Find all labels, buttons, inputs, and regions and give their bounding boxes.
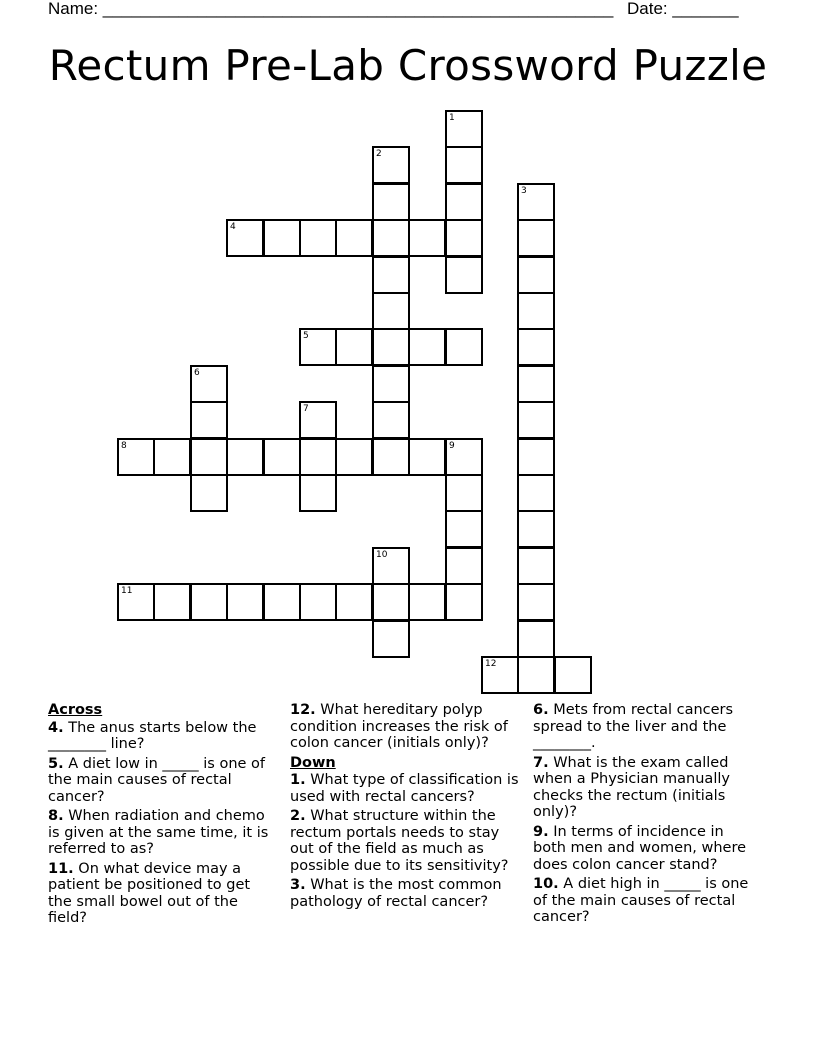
grid-cell[interactable] <box>299 328 337 366</box>
grid-cell[interactable] <box>517 292 555 330</box>
grid-cell[interactable] <box>481 656 519 694</box>
grid-cell[interactable] <box>190 438 228 476</box>
grid-cell[interactable] <box>372 219 410 257</box>
clue-across-12 <box>290 702 520 752</box>
grid-cell[interactable] <box>517 183 555 221</box>
grid-cell[interactable] <box>372 328 410 366</box>
clue-down-1 <box>290 772 520 805</box>
cell-number: 2 <box>376 149 382 159</box>
grid-cell[interactable] <box>445 219 483 257</box>
clue-number: 6. <box>533 702 549 718</box>
clue-down-2 <box>290 808 520 874</box>
clues-column-3 <box>533 702 761 929</box>
cell-number: 9 <box>449 441 455 451</box>
grid-cell[interactable] <box>335 438 373 476</box>
grid-cell[interactable] <box>517 474 555 512</box>
grid-cell[interactable] <box>372 438 410 476</box>
clue-text: In terms of incidence in both men and women, where does colon cancer stand? <box>533 823 747 873</box>
grid-cell[interactable] <box>408 438 446 476</box>
grid-cell[interactable] <box>445 146 483 184</box>
grid-cell[interactable] <box>445 438 483 476</box>
grid-cell[interactable] <box>445 510 483 548</box>
grid-cell[interactable] <box>299 474 337 512</box>
page-title: Rectum Pre-Lab Crossword Puzzle <box>48 41 768 90</box>
clue-number: 2. <box>290 808 306 824</box>
grid-cell[interactable] <box>153 583 191 621</box>
grid-cell[interactable] <box>117 438 155 476</box>
cell-number: 8 <box>121 441 127 451</box>
grid-cell[interactable] <box>517 547 555 585</box>
grid-cell[interactable] <box>226 583 264 621</box>
grid-cell[interactable] <box>372 547 410 585</box>
clue-text: What hereditary polyp condition increases the risk of colon cancer (initials only)? <box>290 702 508 751</box>
grid-cell[interactable] <box>226 438 264 476</box>
grid-cell[interactable] <box>117 583 155 621</box>
grid-cell[interactable] <box>299 583 337 621</box>
clue-text: The anus starts below the ________ line? <box>48 719 257 752</box>
clue-down-10 <box>533 876 761 926</box>
grid-cell[interactable] <box>335 328 373 366</box>
cell-number: 7 <box>303 404 309 414</box>
clue-number: 7. <box>533 754 549 771</box>
clue-number: 4. <box>48 719 64 736</box>
clue-number: 5. <box>48 755 64 772</box>
grid-cell[interactable] <box>445 183 483 221</box>
clue-down-9 <box>533 824 761 874</box>
grid-cell[interactable] <box>517 620 555 658</box>
clue-number: 10. <box>533 876 559 892</box>
clue-text: What type of classification is used with rectal cancers? <box>290 772 519 805</box>
grid-cell[interactable] <box>190 474 228 512</box>
grid-cell[interactable] <box>517 583 555 621</box>
grid-cell[interactable] <box>263 438 301 476</box>
clue-number: 3. <box>290 877 306 893</box>
cell-number: 5 <box>303 331 309 341</box>
grid-cell[interactable] <box>517 365 555 403</box>
grid-cell[interactable] <box>153 438 191 476</box>
grid-cell[interactable] <box>372 583 410 621</box>
date-field-label: Date: _______ <box>627 0 739 18</box>
grid-cell[interactable] <box>445 256 483 294</box>
grid-cell[interactable] <box>372 292 410 330</box>
grid-cell[interactable] <box>372 256 410 294</box>
grid-cell[interactable] <box>445 110 483 148</box>
name-field-label: Name: ______________________________________________________ <box>48 0 614 18</box>
clue-text: Mets from rectal cancers spread to the liver and the ________. <box>533 702 734 751</box>
grid-cell[interactable] <box>299 401 337 439</box>
clue-number: 8. <box>48 808 64 824</box>
grid-cell[interactable] <box>226 219 264 257</box>
grid-cell[interactable] <box>335 219 373 257</box>
grid-cell[interactable] <box>372 620 410 658</box>
grid-cell[interactable] <box>408 219 446 257</box>
grid-cell[interactable] <box>408 583 446 621</box>
grid-cell[interactable] <box>372 183 410 221</box>
grid-cell[interactable] <box>190 583 228 621</box>
clue-text: On what device may a patient be positioned to get the small bowel out of the field? <box>48 860 251 926</box>
across-heading: Across <box>48 702 103 718</box>
clue-across-11 <box>48 861 270 927</box>
clue-across-4 <box>48 720 270 753</box>
grid-cell[interactable] <box>372 365 410 403</box>
cell-number: 1 <box>449 113 455 123</box>
cell-number: 6 <box>194 368 200 378</box>
grid-cell[interactable] <box>517 256 555 294</box>
cell-number: 10 <box>376 550 388 560</box>
clue-number: 9. <box>533 823 549 840</box>
clue-across-5 <box>48 756 270 806</box>
grid-cell[interactable] <box>263 219 301 257</box>
grid-cell[interactable] <box>408 328 446 366</box>
cell-number: 11 <box>121 586 133 596</box>
grid-cell[interactable] <box>517 219 555 257</box>
clue-number: 12. <box>290 702 316 718</box>
cell-number: 4 <box>230 222 236 232</box>
grid-cell[interactable] <box>335 583 373 621</box>
grid-cell[interactable] <box>517 328 555 366</box>
grid-cell[interactable] <box>299 438 337 476</box>
clue-text: What structure within the rectum portals needs to stay out of the field as much as possible due to its sensitivity? <box>290 808 509 874</box>
grid-cell[interactable] <box>517 510 555 548</box>
grid-cell[interactable] <box>372 401 410 439</box>
cell-number: 3 <box>521 186 527 196</box>
grid-cell[interactable] <box>190 401 228 439</box>
grid-cell[interactable] <box>299 219 337 257</box>
grid-cell[interactable] <box>445 583 483 621</box>
clue-text: What is the exam called when a Physician manually checks the rectum (initials only)? <box>533 754 730 820</box>
clue-number: 11. <box>48 860 74 877</box>
clue-number: 1. <box>290 772 306 788</box>
clues-column-1 <box>48 702 270 930</box>
clues-column-2 <box>290 702 520 913</box>
down-heading: Down <box>290 754 336 771</box>
clue-text: A diet low in _____ is one of the main causes of rectal cancer? <box>48 755 266 805</box>
grid-cell[interactable] <box>445 328 483 366</box>
grid-cell[interactable] <box>445 547 483 585</box>
grid-cell[interactable] <box>517 438 555 476</box>
clue-text: When radiation and chemo is given at the same time, it is referred to as? <box>48 808 269 857</box>
clue-text: What is the most common pathology of rectal cancer? <box>290 877 502 910</box>
grid-cell[interactable] <box>372 146 410 184</box>
grid-cell[interactable] <box>445 474 483 512</box>
grid-cell[interactable] <box>517 656 555 694</box>
clue-down-7 <box>533 755 761 821</box>
clue-across-8 <box>48 808 270 858</box>
clue-down-6 <box>533 702 761 752</box>
grid-cell[interactable] <box>517 401 555 439</box>
grid-cell[interactable] <box>263 583 301 621</box>
grid-cell[interactable] <box>554 656 592 694</box>
clue-text: A diet high in _____ is one of the main causes of rectal cancer? <box>533 876 749 925</box>
cell-number: 12 <box>485 659 497 669</box>
grid-cell[interactable] <box>190 365 228 403</box>
clue-down-3 <box>290 877 520 910</box>
